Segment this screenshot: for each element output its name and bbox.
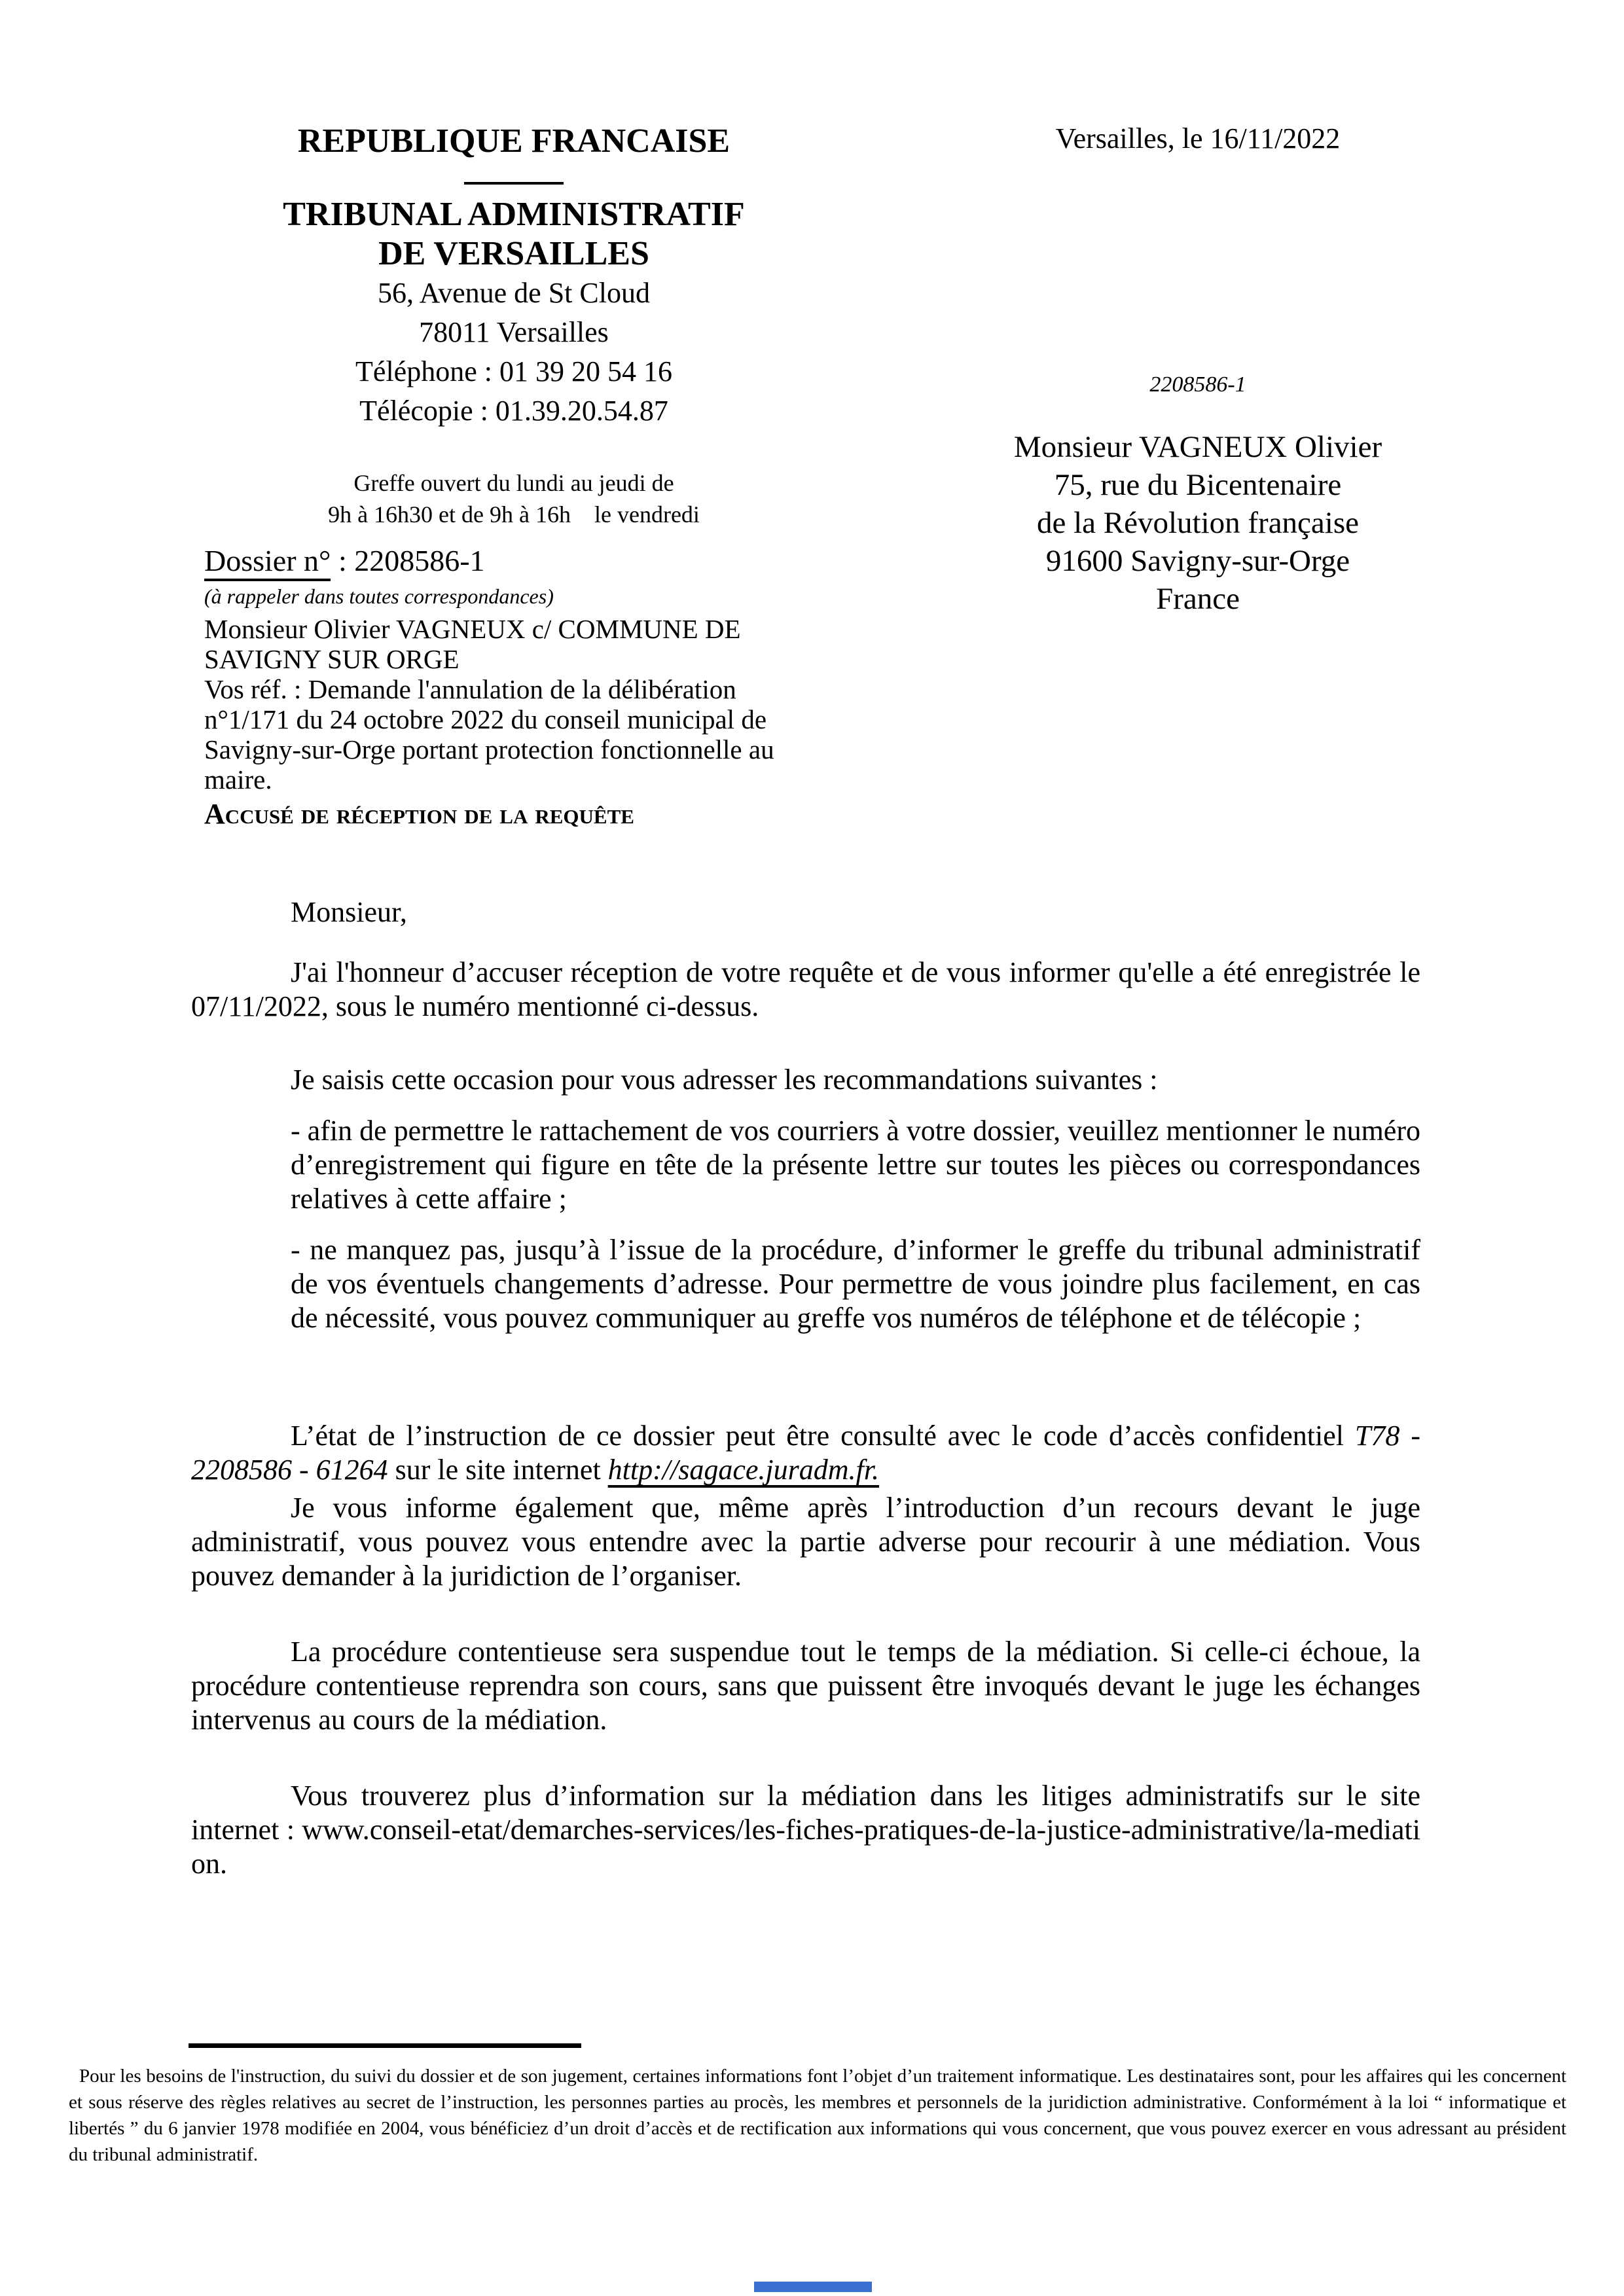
letter-subject: Accusé de réception de la requête — [204, 798, 634, 830]
recipient-city: 91600 Savigny-sur-Orge — [1045, 544, 1350, 578]
case-number-stamp: 2208586-1 — [1149, 372, 1246, 397]
dossier-number-line — [204, 542, 825, 580]
recommendation-item-2: - ne manquez pas, jusqu’à l’issue de la procédure, d’informer le greffe du tribunal administratif de vos éventuels changements d’adresse. Pour permettre de vous joindre plus facilement, en cas de nécessité, vous pouvez communiquer au greffe vos numéros de téléphone et de télécopie ; — [291, 1234, 1420, 1334]
sagace-link[interactable]: http://sagace.juradm.fr. — [607, 1454, 879, 1486]
recommendation-item-1: - afin de permettre le rattachement de vos courriers à votre dossier, veuillez mentionner le numéro d’enregistrement qui figure en tête de la présente lettre sur toutes les pièces ou correspondances relatives à cette affaire ; — [291, 1115, 1420, 1215]
recipient-name: Monsieur VAGNEUX Olivier — [1013, 430, 1382, 464]
paragraph-mediation-info: Je vous informe également que, même après l’introduction d’un recours devant le juge administratif, vous pouvez vous entendre avec la partie adverse pour recourir à une médiation. Vous pouvez demander à la juridiction de l’organiser. — [191, 1492, 1420, 1592]
conseil-etat-url: www.conseil-etat/demarches-services/les-fiches-pratiques-de-la-justice-administrative/la-mediation. — [191, 1814, 1420, 1880]
salutation: Monsieur, — [291, 896, 407, 928]
access-code-text-2: sur le site internet — [388, 1454, 608, 1486]
paragraph-acknowledgement: J'ai l'honneur d’accuser réception de votre requête et de vous informer qu'elle a été enregistrée le 07/11/2022, sous le numéro mentionné ci-dessus. — [191, 956, 1420, 1022]
paragraph-access-code — [191, 1419, 1420, 1487]
footnote-separator — [189, 2043, 581, 2048]
registry-hours — [187, 467, 841, 530]
letterhead — [187, 122, 841, 530]
footnote-text: Pour les besoins de l'instruction, du suivi du dossier et de son jugement, certaines informations font l’objet d’un traitement informatique. Les destinataires sont, pour les affaires qui les concernent et sous réserve des règles relatives au secret de l’instruction, les personnes parties au procès, les membres et personnels de la juridiction administrative. Conformément à la loi “ informatique et libertés ” du 6 janvier 1978 modifiée en 2004, vous bénéficiez d’un droit d’accès et de rectification aux informations qui vous concernent, que vous pouvez exercer en vous adressant au président du tribunal administratif. — [69, 2066, 1566, 2165]
court-city: 78011 Versailles — [419, 316, 609, 348]
confidential-access-code: T78 - 2208586 - 61264 — [191, 1420, 1420, 1486]
header-right — [936, 122, 1460, 618]
dossier-label: Dossier n° — [204, 544, 331, 581]
court-fax: Télécopie : 01.39.20.54.87 — [359, 395, 668, 427]
court-phone: Téléphone : 01 39 20 54 16 — [355, 355, 672, 387]
republic-title: REPUBLIQUE FRANCAISE — [297, 122, 731, 160]
paragraph-mediation-suspension: La procédure contentieuse sera suspendue tout le temps de la médiation. Si celle-ci échoue, la procédure contentieuse reprendra son cours, sans que puissent être invoqués devant le juge les échanges intervenus au cours de la médiation. — [191, 1636, 1420, 1736]
your-reference: Vos réf. : Demande l'annulation de la délibération n°1/171 du 24 octobre 2022 du conseil municipal de Savigny-sur-Orge portant protection fonctionnelle au maire. — [204, 674, 774, 795]
recipient-country: France — [1156, 582, 1240, 616]
paragraph-more-info — [191, 1779, 1420, 1881]
recipient-street2: de la Révolution française — [1036, 506, 1359, 540]
dossier-value: : 2208586-1 — [331, 544, 485, 577]
recipient-address — [936, 428, 1460, 618]
court-name-line2: DE VERSAILLES — [378, 235, 649, 272]
court-street: 56, Avenue de St Cloud — [378, 277, 650, 309]
case-reference-block — [204, 542, 825, 831]
letterhead-divider — [464, 182, 564, 185]
place-date: Versailles, le 16/11/2022 — [1055, 122, 1341, 154]
access-code-text-1: L’état de l’instruction de ce dossier peut être consulté avec le code d’accès confidentiel — [291, 1420, 1355, 1452]
letter-body — [191, 895, 1420, 1881]
court-name-line1: TRIBUNAL ADMINISTRATIF — [283, 196, 745, 233]
registry-hours-line1: Greffe ouvert du lundi au jeudi de — [353, 470, 674, 496]
registry-hours-line2: 9h à 16h30 et de 9h à 16h le vendredi — [328, 501, 700, 528]
paragraph-recommendations-intro: Je saisis cette occasion pour vous adresser les recommandations suivantes : — [291, 1064, 1158, 1096]
dossier-reminder-note: (à rappeler dans toutes correspondances) — [204, 584, 554, 608]
case-parties: Monsieur Olivier VAGNEUX c/ COMMUNE DE SAVIGNY SUR ORGE — [204, 614, 741, 674]
recipient-street: 75, rue du Bicentenaire — [1054, 468, 1342, 502]
horizontal-scrollbar-thumb[interactable] — [754, 2282, 872, 2292]
more-info-text: Vous trouverez plus d’information sur la médiation dans les litiges administratifs sur le site internet : — [191, 1780, 1420, 1846]
